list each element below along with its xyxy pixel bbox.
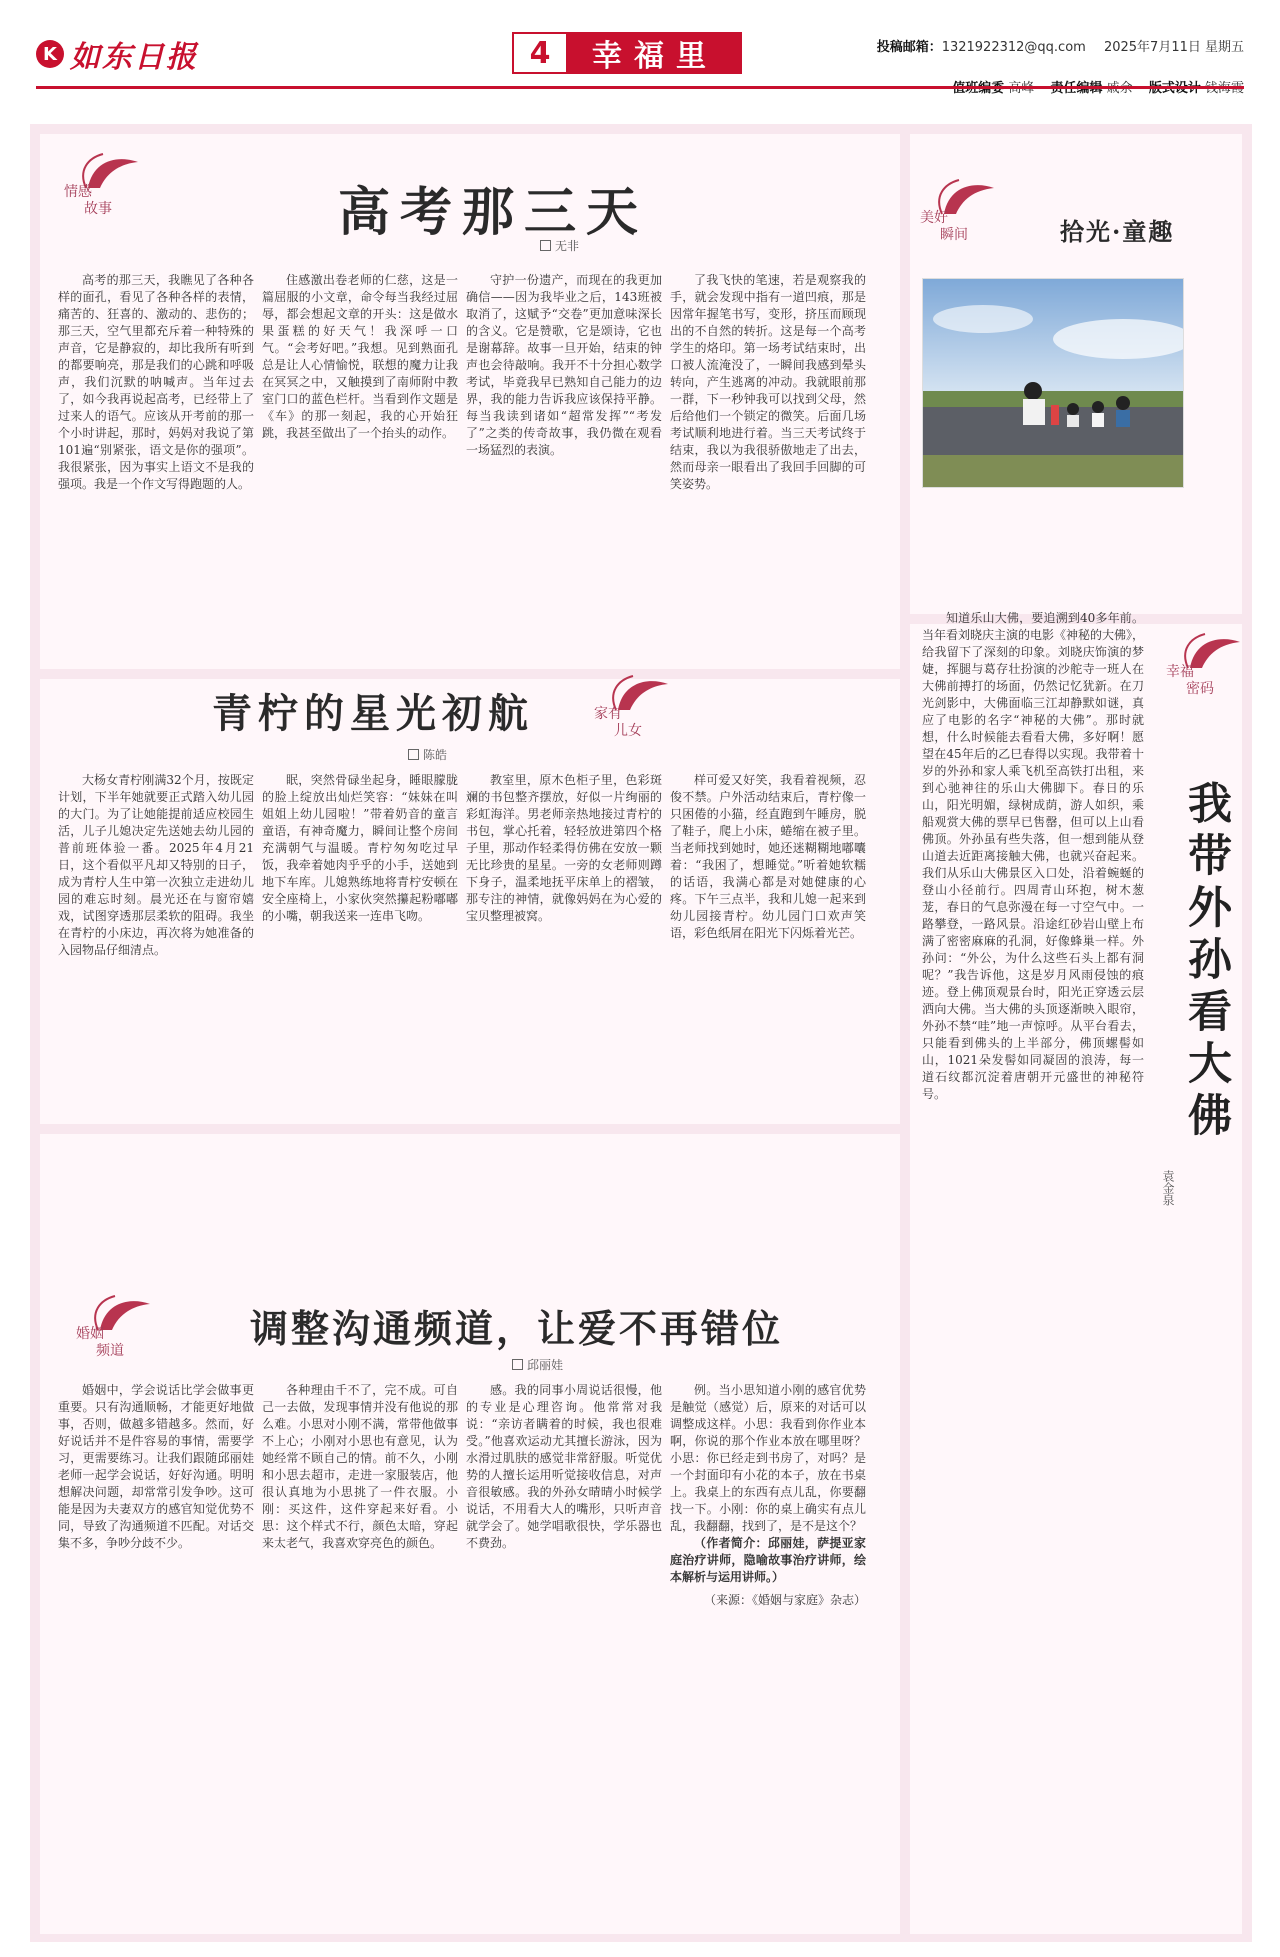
section-badge-xingfu: 幸福 密码 [1160, 630, 1250, 700]
logo-text: 如东日报 [70, 40, 198, 75]
article-column: 了我飞快的笔速，若是观察我的手，就会发现中指有一道凹痕，那是因常年握笔书写，变形，挤压而顾现出的不自然的转折。这是每一个高考学生的烙印。第一场考试结束时，出口被人流淹没了，一瞬间我感到晕头转向，产生逃离的冲动。我就眼前那一群，下一秒钟我可以找到父母，然后给他们一个锁定的微笑。后面几场考试顺利地进行着。当三天考试终于结束，我以为我很骄傲地走了出去，然而母亲一眼看出了我回手回脚的可笑姿势。 [670, 273, 866, 491]
article-title-gaokao: 高考那三天 [338, 182, 649, 243]
article-title-goutong: 调整沟通频道，让爱不再错位 [250, 1306, 784, 1351]
article-title-dafo: 我带外孙看大佛 [1180, 780, 1231, 1144]
section-badge-meihao: 美好 瞬间 [914, 176, 1004, 246]
section-badge-hunyin: 婚姻 频道 [70, 1292, 160, 1362]
article-byline-goutong: 邱丽娃 [512, 1356, 563, 1373]
article-column: 各种理由千不了，完不成。可自己一去做，发现事情并没有他说的那么难。小思对小刚不满，常带他做事不上心；小刚对小思也有意见，认为她经常不顾自己的情。前不久，小刚和小思去超市，走进一家服装店，他很认真地为小思挑了一件衣服。小刚：买这件，这件穿起来好看。小思：这个样式不行，颜色太暗，穿起来太老气，我喜欢穿亮色的颜色。 [262, 1383, 458, 1550]
article-column: 教室里，原木色柜子里，色彩斑斓的书包整齐摆放，好似一片绚丽的彩虹海洋。男老师亲热地接过青柠的书包，掌心托着，轻轻放进第四个格子里，那动作轻柔得仿佛在安放一颗无比珍贵的星星。一旁的女老师则蹲下身子，温柔地抚平床单上的褶皱，那专注的神情，就像妈妈在为心爱的宝贝整理被窝。 [466, 773, 662, 923]
article-source: （来源：《婚姻与家庭》杂志） [703, 1593, 866, 1607]
article-column: 住感激出卷老师的仁慈，这是一篇屈服的小文章，命令每当我经过屈辱，都会想起文章的开头：这是做水果蛋糕的好天气！我深呼一口气。“会考好吧。”我想。见到熟面孔总是让人心情愉悦，联想的魔力让我在冥冥之中，又触摸到了南师附中教室门口的蓝色栏杆。当看到作文题是《车》的那一刻起，我的心开始狂跳，我甚至做出了一个抬头的动作。 [262, 273, 458, 440]
masthead [0, 0, 1280, 118]
section-badge-qinggan: 情感 故事 [58, 150, 148, 220]
email-label: 投稿邮箱：1321922312@qq.com [876, 40, 1086, 55]
article-byline-gaokao: 无非 [540, 237, 579, 254]
article-column: 感。我的同事小周说话很慢，他的专业是心理咨询。他常常对我说：“亲访者瞒着的时候，我也很难受。”他喜欢运动尤其擅长游泳，因为水滑过肌肤的感觉非常舒服。听觉优势的人擅长运用听觉接收信息，对声音很敏感。我的外孙女晴晴小时候学说话，不用看大人的嘴形，只听声音就学会了。她学唱歌很快，学乐器也不费劲。 [466, 1383, 662, 1550]
article-column: 婚姻中，学会说话比学会做事更重要。只有沟通顺畅，才能更好地做事，否则，做越多错越多。然而，好好说话并不是件容易的事情，需要学习，更需要练习。让我们跟随邱丽娃老师一起学会说话，好好沟通。明明想解决问题，却常常引发争吵。这可能是因为夫妻双方的感官知觉优势不同，导致了沟通频道不匹配。对话交集不多，争吵分歧不少。 [58, 1383, 254, 1550]
article-column: 大杨女青柠刚满32个月，按既定计划，下半年她就要正式踏入幼儿园的大门。为了让她能提前适应校园生活，儿子儿媳决定先送她去幼儿园的普前班体验一番。2025年4月21日，这个看似平凡却又特别的日子，成为青柠人生中第一次独立走进幼儿园的难忘时刻。晨光还在与窗帘嬉戏，试图穿透那层柔软的阻碍。我坐在青柠的小床边，再次将为她准备的入园物品仔细清点。 [58, 773, 254, 957]
issue-date: 2025年7月11日 星期五 [1103, 40, 1244, 55]
family-photo [922, 278, 1184, 488]
article-column: 例。当小思知道小刚的感官优势是触觉（感觉）后，原来的对话可以调整成这样。小思：我看到你作业本啊，你说的那个作业本放在哪里呀？小思：你已经走到书房了，对吗？是一个封面印有小花的本子，放在书桌上。我桌上的东西有点儿乱，你要翻找一下。小刚：你的桌上确实有点儿乱，我翻翻，找到了，是不是这个？ （作者简介：邱丽娃，萨提亚家庭治疗讲师，隐喻故事治疗讲师，绘本解析与运用讲师。） （来源：《婚姻与家庭》杂志） [670, 1383, 866, 1607]
article-title-shiguang: 拾光·童趣 [1060, 217, 1175, 246]
article-column-dafo: 知道乐山大佛，要追溯到40多年前。当年看刘晓庆主演的电影《神秘的大佛》，给我留下了深刻的印象。刘晓庆饰演的梦婕，挥腿与葛存壮扮演的沙舵寺一班人在大佛前搏打的场面，仍然记忆犹新。在刀光剑影中，大佛面临三江却静默如谜，真应了电影的名字“神秘的大佛”。那时就想，什么时候能去看看大佛，多好啊！愿望在45年后的乙巳春得以实现。我带着十岁的外孙和家人乘飞机至高铁打出租，来到心驰神往的乐山大佛脚下。春日的乐山，阳光明媚，绿树成荫，游人如织，乘船观赏大佛的票早已售罄，但可以上山看佛顶。外孙虽有些失落，但一想到能从登山道去近距离接触大佛，也就兴奋起来。我们从乐山大佛景区入口处，沿着蜿蜒的登山小径前行。四周青山环抱，树木葱茏，春日的气息弥漫在每一寸空气中。一路攀登，一路风景。沿途红砂岩山壁上布满了密密麻麻的孔洞，好像蜂巢一样。外孙问：“外公，为什么这些石头上都有洞呢？”我告诉他，这是岁月风雨侵蚀的痕迹。登上佛顶观景台时，阳光正穿透云层洒向大佛。当大佛的头顶逐渐映入眼帘，外孙不禁“哇”地一声惊呼。从平台看去，只能看到佛头的上半部分，佛顶螺髻如山，1021朵发髻如同凝固的浪涛，每一道石纹都沉淀着唐朝开元盛世的神秘符号。 [922, 611, 1144, 1101]
page-section-name: 幸福里 [568, 32, 742, 74]
page-number: 4 [512, 32, 568, 74]
article-column: 高考的那三天，我瞧见了各种各样的面孔，看见了各种各样的表情，痛苦的、狂喜的、激动的、悲伤的；那三天，空气里都充斥着一种特殊的声音，它是静寂的，却比我所有听到的都要响亮，那是我们的心跳和呼吸声，我们沉默的呐喊声。当年过去了，如今我再说起高考，已经带上了过来人的语气。应该从开考前的那一个小时讲起，那时，妈妈对我说了第101遍“别紧张，语文是你的强项”。我很紧张，因为事实上语文不是我的强项。我是一个作文写得跑题的人。 [58, 273, 254, 491]
author-note: （作者简介：邱丽娃，萨提亚家庭治疗讲师，隐喻故事治疗讲师，绘本解析与运用讲师。） [670, 1536, 866, 1584]
page-badge [512, 32, 742, 74]
logo-icon: K [36, 40, 64, 68]
article-column: 守护一份遗产，而现在的我更加确信——因为我毕业之后，143班被取消了，这赋予“交卷”更加意味深长的含义。它是赞歌，它是颂诗，它也是谢幕辞。故事一旦开始，结束的钟声也会待敲响。我开不十分担心数学考试，毕竟我早已熟知自己能力的边界，我的能力告诉我应该保持平静。每当我读到诸如“超常发挥”“考发了”之类的传奇故事，我仍微在观看一场猛烈的表演。 [466, 273, 662, 457]
article-title-qingning: 青柠的星光初航 [212, 690, 534, 737]
section-badge-jiayou: 家有 儿女 [588, 672, 678, 742]
header-rule [36, 86, 1244, 89]
newspaper-logo [36, 32, 198, 76]
article-column: 眠，突然骨碌坐起身，睡眼朦胧的脸上绽放出灿烂笑容：“妹妹在叫姐姐上幼儿园啦！”带着奶音的童言童语，有神奇魔力，瞬间让整个房间充满朝气与温暖。青柠匆匆吃过早饭，我牵着她肉乎乎的小手，送她到地下车库。儿媳熟练地将青柠安顿在安全座椅上，小家伙突然攥起粉嘟嘟的小嘴，朝我送来一连串飞吻。 [262, 773, 458, 923]
article-byline-qingning: 陈皓 [408, 746, 447, 763]
article-byline-dafo: 袁金泉 [1161, 1170, 1175, 1206]
article-column: 样可爱又好笑，我看着视频，忍俊不禁。户外活动结束后，青柠像一只困倦的小猫，经直跑到午睡房，脱了鞋子，爬上小床，蜷缩在被子里。当老师找到她时，她还迷糊糊地嘟囔着：“我困了，想睡觉。”听着她软糯的话语，我满心都是对她健康的心疼。下午三点半，我和儿媳一起来到幼儿园接青柠。幼儿园门口欢声笑语，彩色纸屑在阳光下闪烁着光芒。 [670, 773, 866, 940]
